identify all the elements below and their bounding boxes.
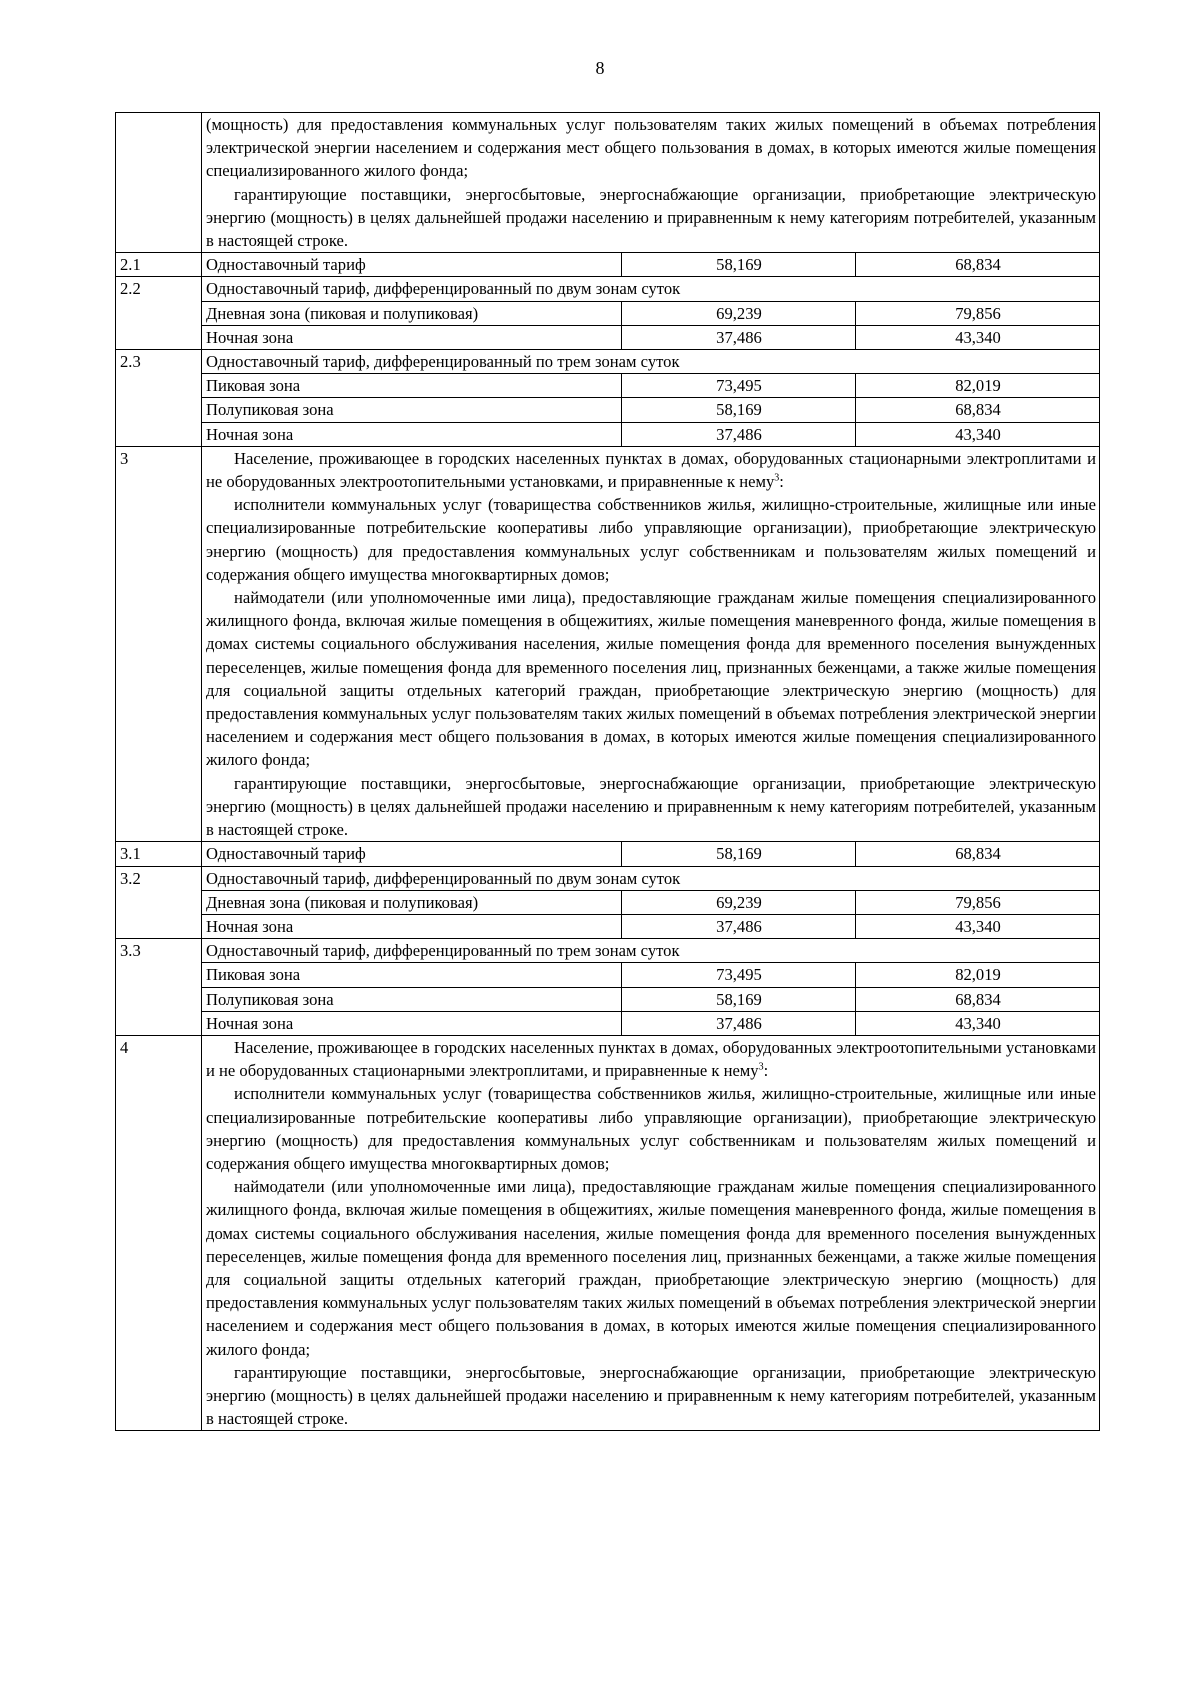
paragraph: гарантирующие поставщики, энергосбытовые, энергоснабжающие организации, приобретающие электрическую энергию (мощность) в целях дальнейшей продажи населению и приравненным к нему категориям потребителей, указанным в настоящей строке. (206, 1362, 1097, 1429)
table-row (116, 1011, 1100, 1035)
tariff-value-1: 73,495 (622, 374, 856, 398)
footnote-ref: 3 (758, 1061, 764, 1073)
tariff-value-1: 58,169 (622, 842, 856, 866)
tariff-value-2: 79,856 (856, 301, 1100, 325)
table-row (116, 301, 1100, 325)
tariff-name: Пиковая зона (202, 374, 622, 398)
tariff-name: Одноставочный тариф (202, 842, 622, 866)
paragraph (206, 1036, 1096, 1082)
row-number: 3.3 (116, 939, 202, 1036)
table-row (116, 422, 1100, 446)
tariff-heading: Одноставочный тариф, дифференцированный по трем зонам суток (202, 350, 1100, 374)
paragraph: наймодатели (или уполномоченные ими лица), предоставляющие гражданам жилые помещения специализированного жилищного фонда, включая жилые помещения в общежитиях, жилые помещения маневренного фонда, жилые помещения в домах системы социального обслуживания населения, жилые помещения фонда для временного поселения вынужденных переселенцев, жилые помещения фонда для временного поселения лиц, признанных беженцами, а также жилые помещения для социальной защиты отдельных категорий граждан, приобретающие электрическую энергию (мощность) для предоставления коммунальных услуг пользователям таких жилых помещений в объемах потребления электрической энергии населением и содержания мест общего пользования в домах, в которых имеются жилые помещения специализированного жилого фонда; (206, 1177, 1097, 1359)
paragraph (206, 447, 1096, 493)
tariff-name: Ночная зона (202, 914, 622, 938)
tariff-value-1: 58,169 (622, 398, 856, 422)
tariff-value-2: 79,856 (856, 890, 1100, 914)
table-row (116, 374, 1100, 398)
tariff-value-2: 43,340 (856, 325, 1100, 349)
table-row (116, 987, 1100, 1011)
table-row (116, 277, 1100, 301)
tariff-value-1: 73,495 (622, 963, 856, 987)
paragraph: исполнители коммунальных услуг (товарищества собственников жилья, жилищно-строительные, жилищные или иные специализированные потребительские кооперативы либо управляющие организации), приобретающие электрическую энергию (мощность) для предоставления коммунальных услуг собственникам и пользователям жилых помещений и содержания общего имущества многоквартирных домов; (206, 1084, 1097, 1173)
table-row (116, 398, 1100, 422)
page-number: 8 (595, 58, 605, 78)
intro-end: : (779, 472, 784, 492)
tariff-value-1: 69,239 (622, 301, 856, 325)
tariff-name: Одноставочный тариф (202, 253, 622, 277)
tariff-value-2: 82,019 (856, 374, 1100, 398)
footnote-ref: 3 (774, 472, 780, 484)
paragraph: (мощность) для предоставления коммунальных услуг пользователям таких жилых помещений в объемах потребления электрической энергии населением и содержания мест общего пользования в домах, в которых имеются жилые помещения специализированного жилого фонда; (206, 115, 1097, 181)
description-cell (202, 446, 1100, 841)
tariff-name: Полупиковая зона (202, 398, 622, 422)
tariff-value-1: 58,169 (622, 987, 856, 1011)
tariff-value-1: 37,486 (622, 325, 856, 349)
tariff-value-2: 68,834 (856, 987, 1100, 1011)
section-intro: Население, проживающее в городских населенных пунктах в домах, оборудованных стационарными электроплитами и не оборудованных электроотопительными установками, и приравненные к нему (206, 448, 1097, 492)
tariff-value-1: 58,169 (622, 253, 856, 277)
tariff-value-1: 37,486 (622, 422, 856, 446)
tariff-value-2: 68,834 (856, 398, 1100, 422)
table-row (116, 1035, 1100, 1430)
description-cell (202, 113, 1100, 253)
tariff-name: Полупиковая зона (202, 987, 622, 1011)
tariff-heading: Одноставочный тариф, дифференцированный по двум зонам суток (202, 277, 1100, 301)
row-number: 4 (116, 1035, 202, 1430)
paragraph: наймодатели (или уполномоченные ими лица), предоставляющие гражданам жилые помещения специализированного жилищного фонда, включая жилые помещения в общежитиях, жилые помещения маневренного фонда, жилые помещения в домах системы социального обслуживания населения, жилые помещения фонда для временного поселения вынужденных переселенцев, жилые помещения фонда для временного поселения лиц, признанных беженцами, а также жилые помещения для социальной защиты отдельных категорий граждан, приобретающие электрическую энергию (мощность) для предоставления коммунальных услуг пользователям таких жилых помещений в объемах потребления электрической энергии населением и содержания мест общего пользования в домах, в которых имеются жилые помещения специализированного жилого фонда; (206, 588, 1097, 770)
intro-end: : (763, 1061, 769, 1081)
table-row (116, 890, 1100, 914)
tariff-value-2: 82,019 (856, 963, 1100, 987)
tariff-table (115, 112, 1100, 1431)
table-row (116, 253, 1100, 277)
table-row (116, 842, 1100, 866)
table-row (116, 446, 1100, 841)
tariff-value-1: 37,486 (622, 914, 856, 938)
tariff-heading: Одноставочный тариф, дифференцированный по трем зонам суток (202, 939, 1100, 963)
description-cell (202, 1035, 1100, 1430)
tariff-name: Дневная зона (пиковая и полупиковая) (202, 890, 622, 914)
row-number: 2.3 (116, 350, 202, 447)
tariff-value-2: 68,834 (856, 253, 1100, 277)
tariff-value-2: 43,340 (856, 1011, 1100, 1035)
table-row (116, 963, 1100, 987)
table-row (116, 113, 1100, 253)
paragraph: гарантирующие поставщики, энергосбытовые, энергоснабжающие организации, приобретающие электрическую энергию (мощность) в целях дальнейшей продажи населению и приравненным к нему категориям потребителей, указанным в настоящей строке. (206, 773, 1097, 840)
table-row (116, 325, 1100, 349)
row-number: 3.2 (116, 866, 202, 939)
tariff-name: Ночная зона (202, 325, 622, 349)
tariff-value-1: 37,486 (622, 1011, 856, 1035)
tariff-value-2: 68,834 (856, 842, 1100, 866)
table-row (116, 939, 1100, 963)
paragraph: гарантирующие поставщики, энергосбытовые, энергоснабжающие организации, приобретающие электрическую энергию (мощность) в целях дальнейшей продажи населению и приравненным к нему категориям потребителей, указанным в настоящей строке. (206, 184, 1097, 251)
table-row (116, 350, 1100, 374)
table-row (116, 914, 1100, 938)
tariff-value-2: 43,340 (856, 914, 1100, 938)
row-number-cell (116, 113, 202, 253)
table-row (116, 866, 1100, 890)
tariff-name: Ночная зона (202, 422, 622, 446)
tariff-value-1: 69,239 (622, 890, 856, 914)
paragraph: исполнители коммунальных услуг (товарищества собственников жилья, жилищно-строительные, жилищные или иные специализированные потребительские кооперативы либо управляющие организации), приобретающие электрическую энергию (мощность) для предоставления коммунальных услуг собственникам и пользователям жилых помещений и содержания общего имущества многоквартирных домов; (206, 495, 1097, 584)
tariff-value-2: 43,340 (856, 422, 1100, 446)
row-number: 2.1 (116, 253, 202, 277)
tariff-name: Пиковая зона (202, 963, 622, 987)
tariff-name: Дневная зона (пиковая и полупиковая) (202, 301, 622, 325)
row-number: 2.2 (116, 277, 202, 350)
section-intro: Население, проживающее в городских населенных пунктах в домах, оборудованных электроотопительными установками и не оборудованных стационарными электроплитами, и приравненные к нему (206, 1037, 1097, 1081)
tariff-name: Ночная зона (202, 1011, 622, 1035)
tariff-heading: Одноставочный тариф, дифференцированный по двум зонам суток (202, 866, 1100, 890)
row-number: 3 (116, 446, 202, 841)
row-number: 3.1 (116, 842, 202, 866)
